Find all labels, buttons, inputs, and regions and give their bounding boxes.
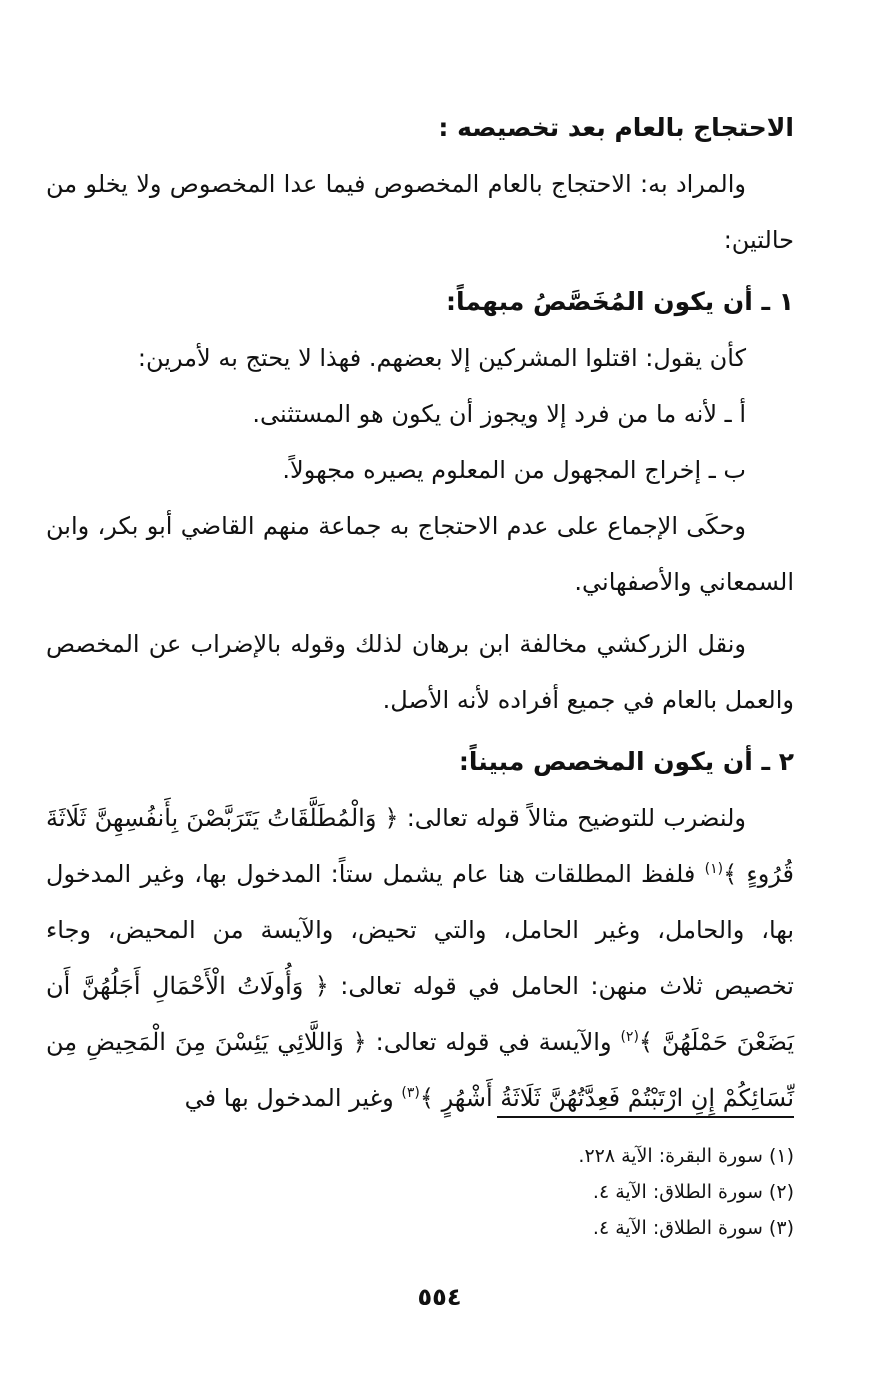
footnote-3: (٣) سورة الطلاق: الآية ٤. — [592, 1217, 794, 1239]
case1-heading: ١ ـ أن يكون المُخَصَّصُ مبهماً: — [446, 287, 794, 316]
footnote-2: (٢) سورة الطلاق: الآية ٤. — [592, 1181, 794, 1203]
case2-body-text-1: فلفظ المطلقات هنا عام يشمل ستاً: المدخول بها، وغير المدخول بها، والحامل، وغير الحامل، والتي تحيض، والآيسة من المحيض، وجاء تخصيص ثلاث منهن: الحامل في قوله تعالى: — [46, 860, 794, 1000]
case1-reason-b: ب ـ إخراج المجهول من المعلوم يصيره مجهولاً. — [282, 456, 746, 484]
footnote-ref-1: (١) — [704, 861, 724, 877]
case2-body-text-3: وغير المدخول بها في — [184, 1084, 394, 1112]
page-body — [46, 100, 794, 1132]
footnote-ref-3: (٣) — [401, 1085, 420, 1101]
quran-verse-1: ﴿ وَالْمُطَلَّقَاتُ يَتَرَبَّصْنَ بِأَنفُسِهِنَّ ثَلَاثَةَ قُرُوءٍ ﴾ — [46, 804, 794, 888]
footnote-1: (١) سورة البقرة: الآية ٢٢٨. — [578, 1145, 794, 1167]
quran-verse-3: ﴿ وَاللَّائِي يَئِسْنَ مِنَ الْمَحِيضِ مِن نِّسَائِكُمْ إِنِ ارْتَبْتُمْ فَعِدَّتُهُنَّ ثَلَاثَةُ أَشْهُرٍ ﴾ — [46, 1028, 794, 1112]
footnotes — [578, 1138, 794, 1246]
page-number: ٥٥٤ — [417, 1283, 462, 1311]
case2-paragraph — [46, 790, 794, 1126]
quran-verse-2: ﴿ وَأُولَاتُ الْأَحْمَالِ أَجَلُهُنَّ أَن يَضَعْنَ حَمْلَهُنَّ ﴾ — [46, 972, 794, 1056]
consensus-paragraph: وحكَى الإجماع على عدم الاحتجاج به جماعة منهم القاضي أبو بكر، وابن السمعاني والأصفهاني. — [46, 512, 794, 596]
footnote-ref-2: (٢) — [620, 1029, 639, 1045]
case2-intro-text: ولنضرب للتوضيح مثالاً قوله تعالى: — [406, 804, 746, 832]
case1-example: كأن يقول: اقتلوا المشركين إلا بعضهم. فهذا لا يحتج به لأمرين: — [137, 344, 746, 372]
footnote-divider — [497, 1116, 794, 1118]
case2-body-text-2: والآيسة في قوله تعالى: — [375, 1028, 612, 1056]
zarkashi-paragraph: ونقل الزركشي مخالفة ابن برهان لذلك وقوله بالإضراب عن المخصص والعمل بالعام في جميع أفراده لأنه الأصل. — [46, 630, 794, 714]
case2-heading: ٢ ـ أن يكون المخصص مبيناً: — [458, 747, 794, 776]
section-title: الاحتجاج بالعام بعد تخصيصه : — [438, 113, 794, 142]
case1-reason-a: أ ـ لأنه ما من فرد إلا ويجوز أن يكون هو المستثنى. — [252, 400, 746, 428]
intro-paragraph: والمراد به: الاحتجاج بالعام المخصوص فيما عدا المخصوص ولا يخلو من حالتين: — [46, 170, 794, 254]
